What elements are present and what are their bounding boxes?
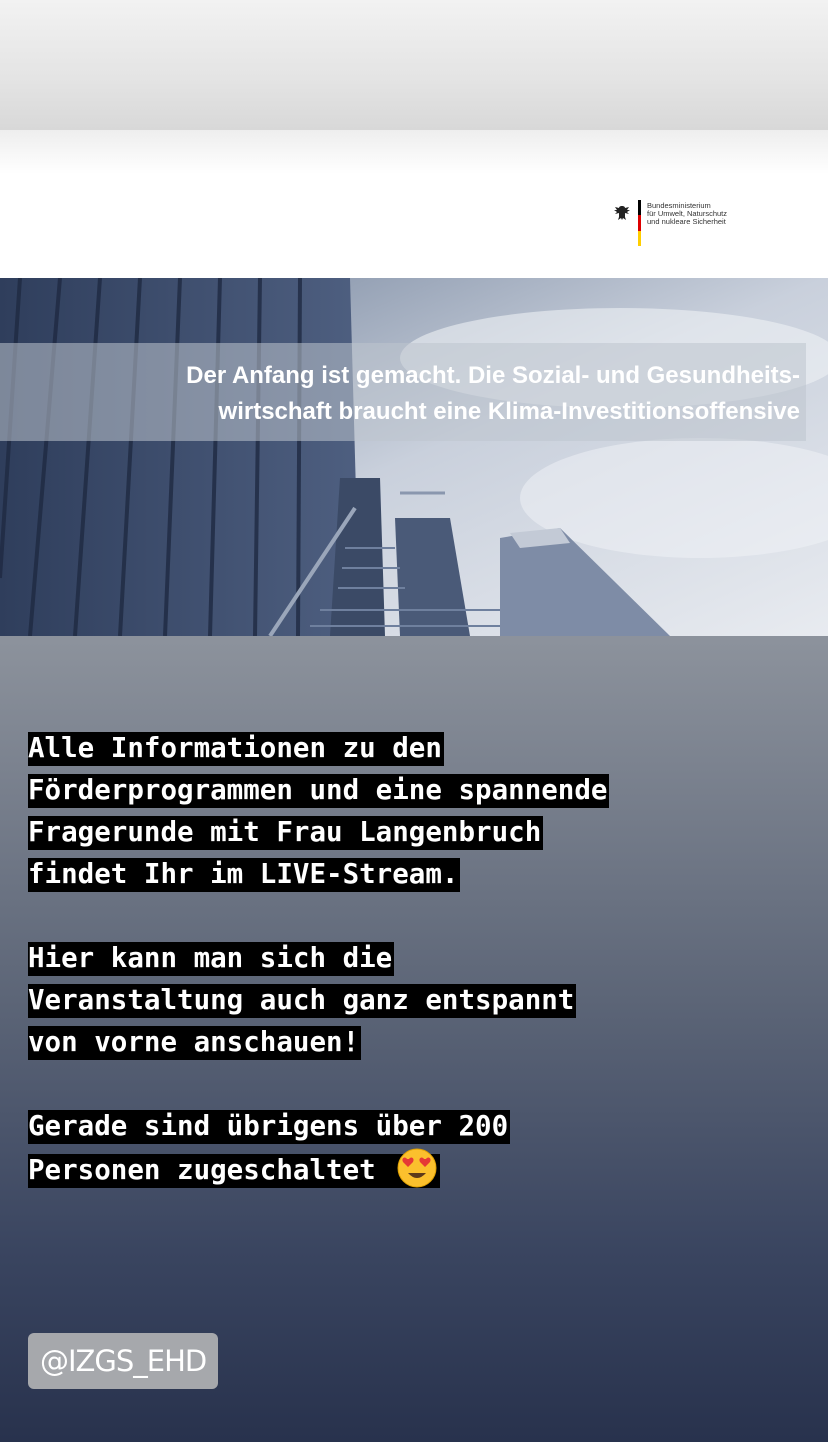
headline-line-2: wirtschaft braucht eine Klima-Investitionsoffensive — [218, 398, 800, 425]
headline-line-1: Der Anfang ist gemacht. Die Sozial- und Gesundheits- — [186, 362, 800, 389]
text-line: von vorne anschauen! — [28, 1026, 360, 1058]
story-top-area — [0, 0, 828, 130]
german-flag-bar — [638, 200, 641, 246]
story-paragraph-2 — [28, 937, 818, 1063]
banner-headline — [40, 358, 800, 430]
staircase-photo — [0, 278, 828, 636]
text-line: Förderprogrammen und eine spannende — [28, 774, 608, 806]
federal-eagle-icon — [612, 203, 632, 223]
text-line: Gerade sind übrigens über 200 — [28, 1110, 509, 1142]
heart-eyes-emoji-icon — [396, 1147, 438, 1189]
mention-sticker[interactable]: @IZGS_EHD — [28, 1333, 218, 1389]
text-line: Veranstaltung auch ganz entspannt — [28, 984, 575, 1016]
text-line-with-emoji — [28, 1154, 440, 1188]
text-line: Fragerunde mit Frau Langenbruch — [28, 816, 542, 848]
story-text-block — [28, 727, 818, 1233]
story-paragraph-1 — [28, 727, 818, 895]
story-paragraph-3 — [28, 1105, 818, 1191]
text-line: Hier kann man sich die — [28, 942, 393, 974]
text-line: Personen zugeschaltet — [28, 1154, 393, 1186]
text-line: Alle Informationen zu den — [28, 732, 442, 764]
text-line: findet Ihr im LIVE-Stream. — [28, 858, 459, 890]
bmu-logo — [612, 200, 782, 250]
ministry-name: Bundesministerium für Umwelt, Naturschutz und nukleare Sicherheit — [647, 201, 728, 226]
